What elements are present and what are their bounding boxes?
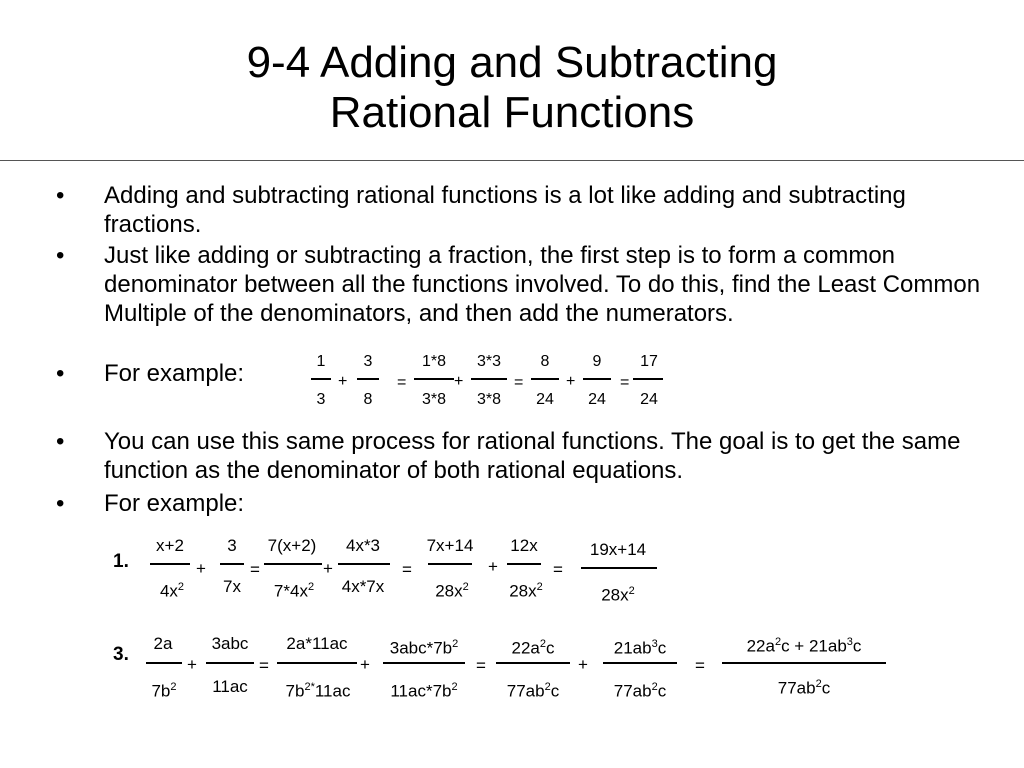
fraction-bar (357, 378, 379, 380)
equals-operator: = (402, 560, 412, 579)
equals-operator: = (695, 656, 705, 675)
title-line-2: Rational Functions (329, 88, 695, 137)
fraction-bar (583, 378, 611, 380)
bullet-5: For example: (104, 490, 245, 517)
numerator: $22a^2c + 21ab^3c$ (746, 636, 862, 656)
denominator: $77ab^2c$ (777, 678, 831, 698)
plus-operator: + (187, 655, 197, 674)
denominator: 24 (588, 391, 606, 408)
fraction-bar (428, 563, 472, 565)
slide-title (0, 38, 1024, 138)
fraction-bar (150, 563, 190, 565)
fraction-bar (264, 563, 322, 565)
numerator: 2a (153, 634, 173, 653)
denominator: $11ac*7b^2$ (390, 681, 458, 701)
numerator: 3 (227, 536, 237, 555)
plus-operator: + (360, 655, 370, 674)
denominator: 11ac (212, 677, 248, 696)
plus-operator: + (566, 373, 576, 390)
plus-operator: + (196, 559, 206, 578)
plus-operator: + (323, 559, 333, 578)
denominator: $28x^2$ (509, 581, 543, 601)
denominator: $77ab^2c$ (613, 681, 667, 701)
numerator: 1 (316, 353, 326, 370)
fraction-bar (338, 563, 390, 565)
equals-operator: = (514, 374, 524, 391)
numerator: 2a*11ac (286, 634, 348, 653)
numerator: $22a^2c$ (511, 638, 555, 658)
fraction-bar (311, 378, 331, 380)
equals-operator: = (553, 560, 563, 579)
fraction-bar (471, 378, 507, 380)
denominator: 24 (640, 391, 658, 408)
bullet-1: Adding and subtracting rational functions is a lot like adding and subtracting fractions. (104, 182, 906, 238)
fraction-bar (383, 662, 465, 664)
numerator: x+2 (156, 536, 184, 555)
numerator: 7x+14 (426, 536, 474, 555)
example-label: 3. (113, 644, 129, 665)
bullet-dot: • (56, 182, 65, 209)
bullet-4: You can use this same process for rational functions. The goal is to get the same function as the denominator of both rational equations. (104, 428, 961, 484)
numerator: 7(x+2) (267, 536, 317, 555)
denominator: $4x^2$ (159, 581, 185, 601)
fraction-bar (206, 662, 254, 664)
bullet-dot: • (56, 242, 65, 269)
bullet-3: For example: (104, 360, 245, 387)
denominator: $28x^2$ (435, 581, 469, 601)
bullet-dot: • (56, 428, 65, 455)
equals-operator: = (259, 656, 269, 675)
fraction-bar (603, 662, 677, 664)
numerator: $21ab^3c$ (613, 638, 667, 658)
plus-operator: + (338, 373, 348, 390)
denominator: $28x^2$ (601, 585, 635, 605)
denominator: 7x (223, 577, 241, 596)
equals-operator: = (620, 374, 630, 391)
plus-operator: + (488, 557, 498, 576)
fraction-bar (277, 662, 357, 664)
fraction-bar (414, 378, 454, 380)
equals-operator: = (250, 560, 260, 579)
numerator: 4x*3 (345, 536, 381, 555)
numerator: 19x+14 (589, 540, 647, 559)
fraction-bar (146, 662, 182, 664)
bullet-2: Just like adding or subtracting a fraction, the first step is to form a common denominator between all the functions involved. To do this, find the Least Common Multiple of the denominators, and then add the numerators. (104, 242, 981, 327)
numerator: 3*3 (476, 353, 502, 370)
example-label: 1. (113, 551, 129, 572)
fraction-bar (220, 563, 244, 565)
fraction-bar (722, 662, 886, 664)
denominator: $7b^{2*}11ac$ (285, 681, 351, 701)
denominator: 3*8 (421, 391, 447, 408)
equals-operator: = (397, 374, 407, 391)
numerator: 17 (640, 353, 658, 370)
denominator: $77ab^2c$ (506, 681, 560, 701)
numerator: 8 (540, 353, 550, 370)
numerator: 3 (363, 353, 373, 370)
numerator: 1*8 (421, 353, 447, 370)
bullet-dot: • (56, 490, 65, 517)
denominator: $7b^2$ (151, 681, 177, 701)
denominator: $7*4x^2$ (273, 581, 315, 601)
equals-operator: = (476, 656, 486, 675)
denominator: 4x*7x (341, 577, 385, 596)
plus-operator: + (454, 373, 464, 390)
denominator: 8 (363, 391, 373, 408)
fraction-bar (581, 567, 657, 569)
numerator: $3abc*7b^2$ (389, 638, 459, 658)
plus-operator: + (578, 655, 588, 674)
denominator: 24 (536, 391, 554, 408)
fraction-bar (496, 662, 570, 664)
title-line-1: 9-4 Adding and Subtracting (246, 38, 778, 87)
fraction-bar (633, 378, 663, 380)
title-divider (0, 160, 1024, 161)
bullet-dot: • (56, 360, 65, 387)
denominator: 3 (316, 391, 326, 408)
numerator: 9 (592, 353, 602, 370)
numerator: 3abc (211, 634, 249, 653)
denominator: 3*8 (476, 391, 502, 408)
numerator: 12x (510, 536, 538, 555)
fraction-bar (507, 563, 541, 565)
fraction-bar (531, 378, 559, 380)
